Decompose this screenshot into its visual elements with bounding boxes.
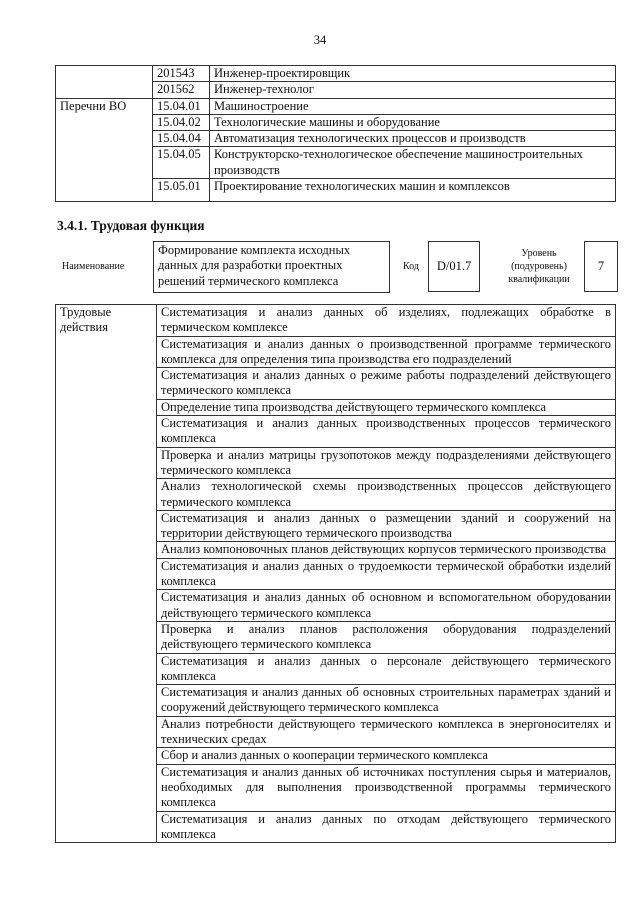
education-code: 15.04.04 — [153, 131, 210, 147]
function-name-value: Формирование комплекта исходных данных для разработки проектных решений термического комплекса — [153, 241, 390, 293]
labor-action: Систематизация и анализ данных о производственной программе термического комплекса для определения типа производства его подразделений — [157, 336, 616, 368]
education-code: 15.05.01 — [153, 179, 210, 202]
labor-action: Систематизация и анализ данных по отходам действующего термического комплекса — [157, 811, 616, 843]
labor-action-row — [56, 305, 616, 337]
education-name: Машиностроение — [210, 98, 616, 114]
education-code: 201562 — [153, 82, 210, 98]
education-code: 15.04.02 — [153, 114, 210, 130]
education-name: Инженер-проектировщик — [210, 66, 616, 82]
labor-action: Систематизация и анализ данных о трудоемкости термической обработки изделий комплекса — [157, 558, 616, 590]
labor-actions-table — [55, 304, 616, 843]
labor-action: Анализ технологической схемы производственных процессов действующего термического комплекса — [157, 479, 616, 511]
function-name-label: Наименование — [62, 261, 125, 272]
section-heading: 3.4.1. Трудовая функция — [57, 218, 205, 233]
education-name: Инженер-технолог — [210, 82, 616, 98]
labor-action: Анализ потребности действующего термического комплекса в энергоносителях и технических средах — [157, 716, 616, 748]
qualification-level-label: Уровень (подуровень) квалификации — [508, 248, 570, 285]
labor-action: Систематизация и анализ данных об изделиях, подлежащих обработке в термическом комплексе — [157, 305, 616, 337]
labor-action: Систематизация и анализ данных об источниках поступления сырья и материалов, необходимых для выполнения производственной программы термического комплекса — [157, 764, 616, 811]
labor-action: Сбор и анализ данных о кооперации термического комплекса — [157, 748, 616, 764]
education-code: 15.04.01 — [153, 98, 210, 114]
labor-action: Систематизация и анализ данных об основном и вспомогательном оборудовании действующего термического комплекса — [157, 590, 616, 622]
education-label: Перечни ВО — [56, 98, 153, 201]
labor-action: Систематизация и анализ данных о размещении зданий и сооружений на территории действующего термического производства — [157, 510, 616, 542]
labor-action: Систематизация и анализ данных об основных строительных параметрах зданий и сооружений действующего термического комплекса — [157, 685, 616, 717]
labor-action: Систематизация и анализ данных производственных процессов термического комплекса — [157, 416, 616, 448]
labor-actions-label: Трудовые действия — [56, 305, 157, 843]
labor-action: Систематизация и анализ данных о персонале действующего термического комплекса — [157, 653, 616, 685]
labor-action: Проверка и анализ матрицы грузопотоков между подразделениями действующего термического комплекса — [157, 447, 616, 479]
education-row — [56, 98, 616, 114]
function-code-value: D/01.7 — [428, 241, 480, 292]
education-name: Конструкторско-технологическое обеспечение машиностроительных производств — [210, 147, 616, 179]
labor-action: Определение типа производства действующего термического комплекса — [157, 399, 616, 415]
education-name: Автоматизация технологических процессов и производств — [210, 131, 616, 147]
function-code-label: Код — [403, 261, 419, 272]
education-table — [55, 65, 616, 202]
labor-action: Проверка и анализ планов расположения оборудования подразделений действующего термического комплекса — [157, 621, 616, 653]
labor-action: Систематизация и анализ данных о режиме работы подразделений действующего термического комплекса — [157, 368, 616, 400]
qualification-level-value: 7 — [584, 241, 618, 292]
education-label-empty — [56, 66, 153, 99]
education-code: 15.04.05 — [153, 147, 210, 179]
education-name: Проектирование технологических машин и комплексов — [210, 179, 616, 202]
education-code: 201543 — [153, 66, 210, 82]
education-name: Технологические машины и оборудование — [210, 114, 616, 130]
labor-action: Анализ компоновочных планов действующих корпусов термического производства — [157, 542, 616, 558]
page-number: 34 — [313, 33, 327, 47]
education-row — [56, 66, 616, 82]
